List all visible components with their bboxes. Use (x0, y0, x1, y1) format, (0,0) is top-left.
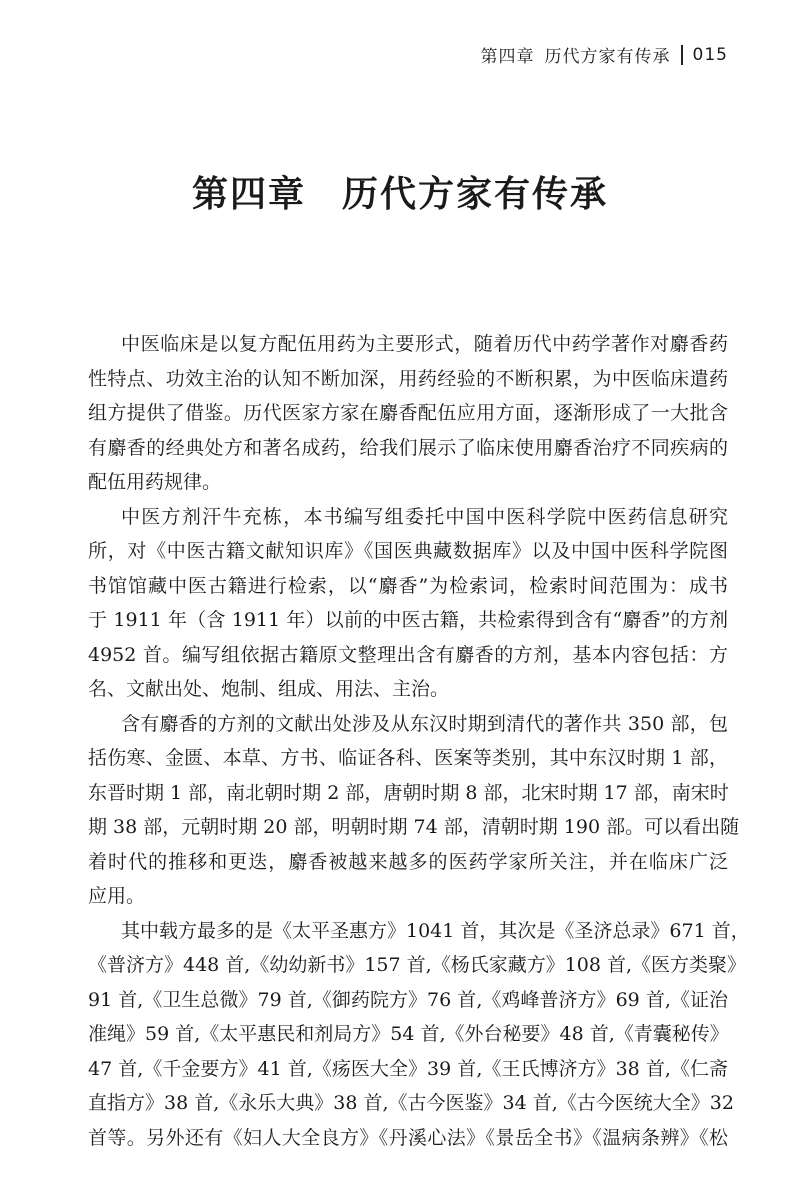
text-line: 其中载方最多的是《太平圣惠方》1041 首，其次是《圣济总录》671 首， (121, 919, 750, 942)
running-head-chapter: 第四章 (480, 47, 535, 67)
text-line: 应用。 (88, 885, 146, 907)
paragraph (88, 500, 728, 707)
text-line: 期 38 部，元朝时期 20 部，明朝时期 74 部，清朝时期 190 部。可以看出随 (88, 816, 740, 838)
text-line: 直指方》38 首,《永乐大典》38 首,《古今医鉴》34 首,《古今医统大全》32 (88, 1092, 734, 1114)
text-line: 东晋时期 1 部，南北朝时期 2 部，唐朝时期 8 部，北宋时期 17 部，南宋时 (88, 781, 729, 804)
text-line: 有麝香的经典处方和著名成药，给我们展示了临床使用麝香治疗不同疾病的 (88, 436, 728, 459)
text-line: 中医临床是以复方配伍用药为主要形式，随着历代中药学著作对麝香药 (121, 333, 728, 355)
paragraph (88, 914, 750, 1156)
chapter-title-text: 历代方家有传承 (342, 173, 609, 215)
chapter-number: 第四章 (191, 173, 306, 215)
text-line: 组方提供了借鉴。历代医家方家在麝香配伍应用方面，逐渐形成了一大批含 (88, 402, 728, 424)
chapter-title (0, 166, 800, 217)
paragraph (88, 707, 740, 914)
text-line: 于 1911 年（含 1911 年）以前的中医古籍，共检索得到含有“麝香”的方剂 (88, 609, 728, 631)
text-line: 名、文献出处、炮制、组成、用法、主治。 (88, 678, 450, 700)
text-line: 中医方剂汗牛充栋，本书编写组委托中国中医科学院中医药信息研究 (121, 505, 728, 528)
text-line: 47 首,《千金要方》41 首,《疡医大全》39 首,《王氏博济方》38 首,《仁斋 (88, 1057, 728, 1080)
text-line: 4952 首。编写组依据古籍原文整理出含有麝香的方剂，基本内容包括：方 (88, 643, 728, 666)
running-head-divider (681, 45, 683, 65)
text-line: 书馆馆藏中医古籍进行检索，以“麝香”为检索词，检索时间范围为：成书 (88, 574, 728, 597)
text-line: 配伍用药规律。 (88, 471, 222, 493)
body-text (88, 327, 750, 1155)
text-line: 着时代的推移和更迭，麝香被越来越多的医药学家所关注，并在临床广泛 (88, 850, 728, 873)
text-line: 准绳》59 首,《太平惠民和剂局方》54 首,《外台秘要》48 首,《青囊秘传》 (88, 1023, 729, 1045)
text-line: 性特点、功效主治的认知不断加深，用药经验的不断积累，为中医临床遣药 (88, 367, 728, 390)
text-line: 91 首,《卫生总微》79 首,《御药院方》76 首,《鸡峰普济方》69 首,《证治 (88, 988, 728, 1011)
text-line: 括伤寒、金匮、本草、方书、临证各科、医案等类别，其中东汉时期 1 部， (88, 747, 728, 769)
text-line: 首等。另外还有《妇人大全良方》《丹溪心法》《景岳全书》《温病条辨》《松 (88, 1126, 728, 1149)
running-head-title: 历代方家有传承 (544, 47, 671, 67)
text-line: 所，对《中医古籍文献知识库》《国医典藏数据库》以及中国中医科学院图 (88, 540, 728, 562)
text-line: 《普济方》448 首,《幼幼新书》157 首,《杨氏家藏方》108 首,《医方类聚》 (88, 954, 747, 976)
page-number: 015 (692, 44, 728, 65)
running-head (481, 42, 728, 67)
text-line: 含有麝香的方剂的文献出处涉及从东汉时期到清代的著作共 350 部，包 (121, 712, 728, 735)
paragraph (88, 327, 728, 500)
